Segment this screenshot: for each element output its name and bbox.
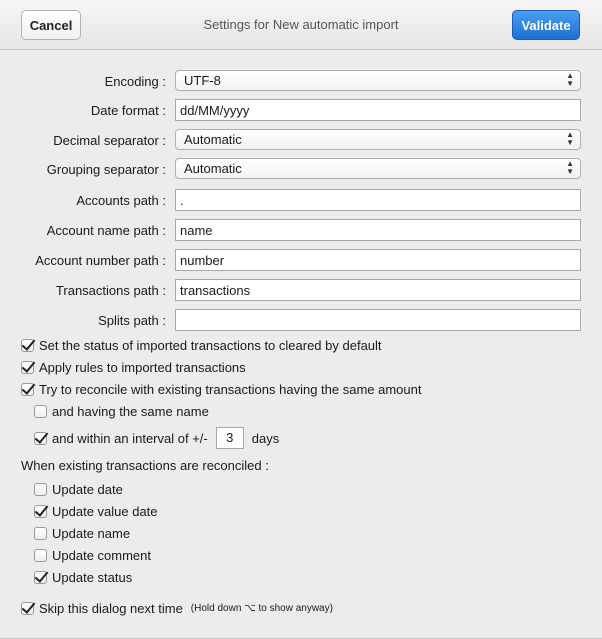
date-format-row (0, 99, 602, 122)
update-name-checkbox[interactable] (34, 527, 47, 540)
skip-dialog-checkbox[interactable] (21, 602, 34, 615)
update-date-row[interactable] (34, 480, 123, 498)
account-name-path-row (0, 219, 602, 242)
splits-path-input[interactable] (175, 309, 581, 331)
grouping-separator-value: Automatic (184, 161, 242, 176)
transactions-path-label: Transactions path : (55, 283, 166, 298)
dialog-title: Settings for New automatic import (203, 17, 399, 32)
update-status-label: Update status (52, 569, 133, 585)
same-name-label: and having the same name (52, 403, 209, 419)
set-cleared-checkbox[interactable] (21, 339, 34, 352)
interval-unit: days (251, 430, 280, 446)
update-name-row[interactable] (34, 524, 130, 542)
splits-path-label: Splits path : (98, 313, 166, 328)
skip-dialog-note: (Hold down ⌥ to show anyway) (190, 602, 333, 614)
interval-checkbox-row[interactable] (34, 427, 279, 449)
set-cleared-checkbox-row[interactable] (21, 336, 382, 354)
update-value-date-label: Update value date (52, 503, 158, 519)
update-date-checkbox[interactable] (34, 483, 47, 496)
encoding-select[interactable] (175, 70, 581, 91)
update-status-checkbox[interactable] (34, 571, 47, 584)
update-comment-label: Update comment (52, 547, 151, 563)
encoding-value: UTF-8 (184, 73, 221, 88)
validate-button[interactable]: Validate (512, 10, 580, 40)
grouping-separator-label: Grouping separator : (46, 162, 166, 177)
interval-checkbox[interactable] (34, 432, 47, 445)
reconcile-checkbox[interactable] (21, 383, 34, 396)
apply-rules-checkbox[interactable] (21, 361, 34, 374)
decimal-separator-row (0, 129, 602, 152)
accounts-path-row (0, 189, 602, 212)
apply-rules-checkbox-row[interactable] (21, 358, 246, 376)
skip-dialog-label: Skip this dialog next time (39, 600, 183, 616)
decimal-separator-select[interactable] (175, 129, 581, 150)
encoding-row (0, 70, 602, 93)
account-name-path-input[interactable]: name (175, 219, 581, 241)
updown-chevron-icon: ▲ ▼ (566, 130, 574, 147)
account-number-path-row (0, 249, 602, 272)
interval-days-input[interactable]: 3 (216, 427, 244, 449)
skip-dialog-row[interactable] (21, 599, 333, 617)
update-comment-checkbox[interactable] (34, 549, 47, 562)
set-cleared-label: Set the status of imported transactions to cleared by default (39, 337, 382, 353)
updown-chevron-icon: ▲ ▼ (566, 71, 574, 88)
splits-path-row (0, 309, 602, 332)
update-comment-row[interactable] (34, 546, 151, 564)
update-name-label: Update name (52, 525, 131, 541)
same-name-checkbox-row[interactable] (34, 402, 209, 420)
same-name-checkbox[interactable] (34, 405, 47, 418)
reconcile-label: Try to reconcile with existing transactions having the same amount (39, 381, 422, 397)
dialog-header (0, 0, 602, 50)
date-format-input[interactable]: dd/MM/yyyy (175, 99, 581, 121)
decimal-separator-value: Automatic (184, 132, 242, 147)
decimal-separator-label: Decimal separator : (53, 133, 166, 148)
update-status-row[interactable] (34, 568, 132, 586)
reconcile-checkbox-row[interactable] (21, 380, 421, 398)
date-format-label: Date format : (90, 103, 166, 118)
transactions-path-input[interactable]: transactions (175, 279, 581, 301)
update-value-date-row[interactable] (34, 502, 158, 520)
apply-rules-label: Apply rules to imported transactions (39, 359, 246, 375)
accounts-path-input[interactable]: . (175, 189, 581, 211)
interval-label: and within an interval of +/- (52, 430, 208, 446)
grouping-separator-row (0, 158, 602, 181)
account-number-path-input[interactable]: number (175, 249, 581, 271)
account-number-path-label: Account number path : (35, 253, 166, 268)
updown-chevron-icon: ▲ ▼ (566, 159, 574, 176)
update-date-label: Update date (52, 481, 123, 497)
reconciled-section-label: When existing transactions are reconciled : (21, 458, 269, 473)
cancel-button[interactable]: Cancel (21, 10, 81, 40)
grouping-separator-select[interactable] (175, 158, 581, 179)
update-value-date-checkbox[interactable] (34, 505, 47, 518)
transactions-path-row (0, 279, 602, 302)
encoding-label: Encoding : (104, 74, 166, 89)
account-name-path-label: Account name path : (46, 223, 166, 238)
accounts-path-label: Accounts path : (76, 193, 166, 208)
